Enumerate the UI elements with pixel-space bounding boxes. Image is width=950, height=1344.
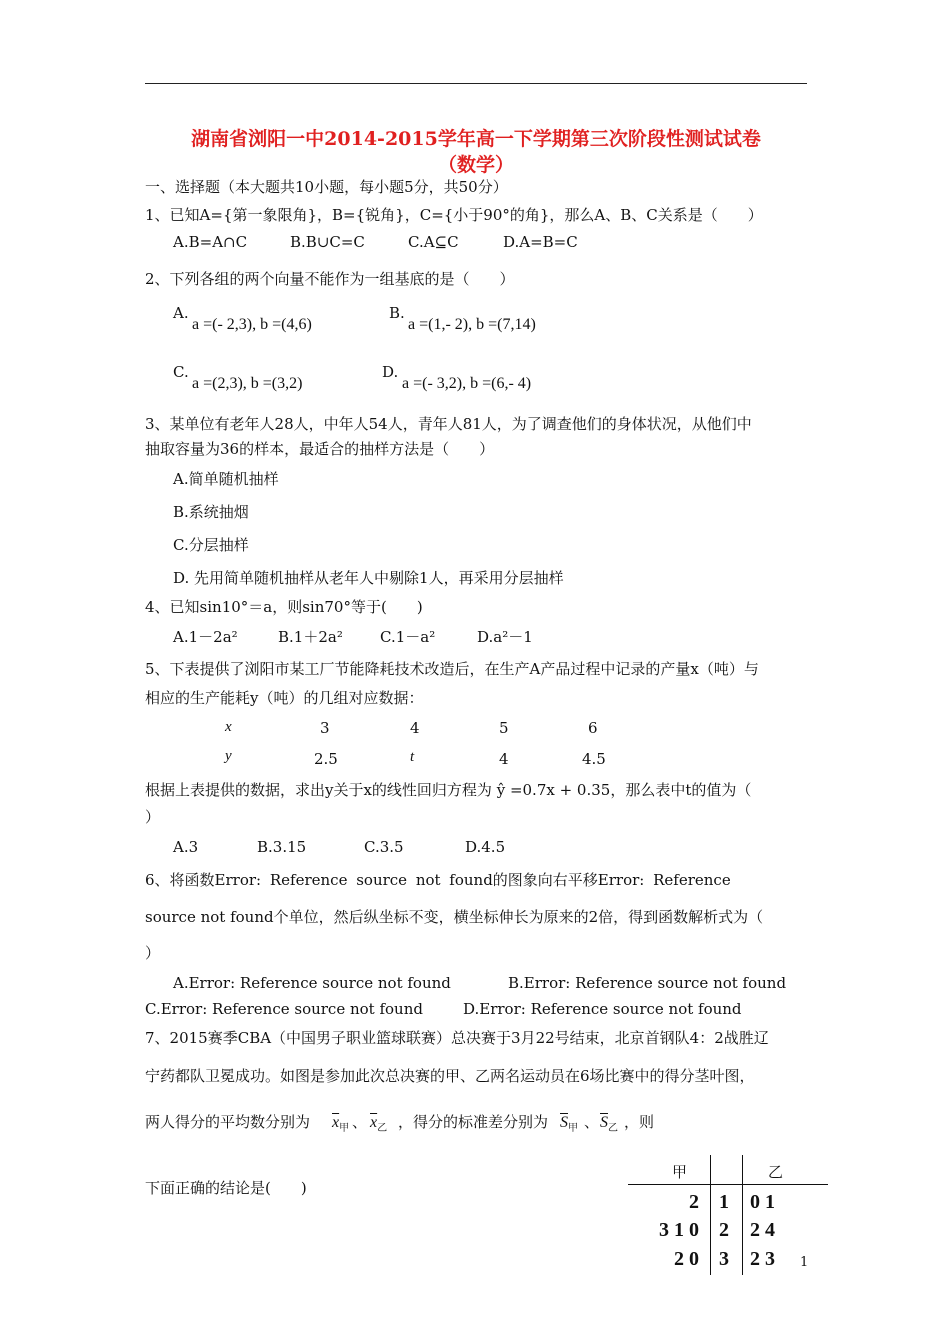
leaf-jia-row1: 2 xyxy=(689,1191,704,1213)
q3-option-d: D. 先用简单随机抽样从老年人中剔除1人，再采用分层抽样 xyxy=(173,569,564,587)
q6-option-b: B.Error: Reference source not found xyxy=(508,974,787,992)
q5-stem-line3: 根据上表提供的数据，求出y关于x的线性回归方程为 ŷ =0.7x + 0.35，那么表中t的值为（ xyxy=(145,781,752,799)
stem-leaf-divider-right xyxy=(742,1155,743,1275)
q2-label-a: A. xyxy=(173,304,189,322)
leaf-jia-row3: 20 xyxy=(674,1248,704,1270)
q7-stem-line3-e: ，则 xyxy=(624,1113,655,1131)
exam-title: 湖南省浏阳一中2014-2015学年高一下学期第三次阶段性测试试卷 xyxy=(191,128,761,150)
q4-option-c: C.1－a² xyxy=(380,628,436,646)
q4-option-a: A.1－2a² xyxy=(173,628,238,646)
q3-stem-line2: 抽取容量为36的样本，最适合的抽样方法是（ ） xyxy=(145,440,495,458)
q2-option-a: a =(- 2,3), b =(4,6) xyxy=(192,316,312,333)
table-x-3: 5 xyxy=(499,719,509,737)
mean-jia-sub: 甲 xyxy=(339,1123,350,1134)
leaf-yi-row3: 23 xyxy=(750,1248,780,1270)
q7-stem-line3-a: 两人得分的平均数分别为 xyxy=(145,1113,311,1131)
q5-option-b: B.3.15 xyxy=(257,838,307,856)
sd-yi-symbol xyxy=(600,1112,618,1139)
mean-yi-symbol xyxy=(370,1112,387,1139)
q2-option-d: a =(- 3,2), b =(6,- 4) xyxy=(402,375,532,392)
table-y-3: 4 xyxy=(499,750,509,768)
q7-stem-line3-c: ，得分的标准差分别为 xyxy=(398,1113,549,1131)
stem-row1: 1 xyxy=(719,1191,734,1213)
q1-stem: 1、已知A={第一象限角}，B={锐角}，C={小于90°的角}，那么A、B、C关系是（ ） xyxy=(145,206,763,224)
q4-option-b: B.1＋2a² xyxy=(278,628,343,646)
leaf-yi-row2: 24 xyxy=(750,1219,780,1241)
q2-label-b: B. xyxy=(389,304,405,322)
table-y-4: 4.5 xyxy=(582,750,606,768)
q7-stem-line3-d: 、 xyxy=(584,1113,600,1131)
q2-label-d: D. xyxy=(382,363,399,381)
q1-option-c: C.A⊆C xyxy=(408,233,459,251)
mean-jia-x: $\overline{x}$ xyxy=(332,1114,340,1131)
q3-option-c: C.分层抽样 xyxy=(173,536,249,554)
q6-option-c: C.Error: Reference source not found xyxy=(145,1000,423,1018)
q1-option-a: A.B=A∩C xyxy=(173,233,248,251)
q5-option-d: D.4.5 xyxy=(465,838,506,856)
leaf-yi-row1: 01 xyxy=(750,1191,780,1213)
q5-stem-line1: 5、下表提供了浏阳市某工厂节能降耗技术改造后，在生产A产品过程中记录的产量x（吨）与 xyxy=(145,660,759,678)
mean-yi-sub: 乙 xyxy=(377,1123,388,1134)
sd-jia-sub: 甲 xyxy=(568,1123,578,1134)
page-number: 1 xyxy=(800,1255,809,1270)
section-heading: 一、选择题（本大题共10小题，每小题5分，共50分） xyxy=(145,178,508,196)
q7-stem-line4: 下面正确的结论是( ) xyxy=(145,1179,307,1197)
q2-stem: 2、下列各组的两个向量不能作为一组基底的是（ ） xyxy=(145,270,515,288)
q6-stem-line2: source not found个单位，然后纵坐标不变，横坐标伸长为原来的2倍，得到函数解析式为（ xyxy=(145,908,764,926)
stem-leaf-divider-left xyxy=(710,1155,711,1275)
q5-stem-line2: 相应的生产能耗y（吨）的几组对应数据： xyxy=(145,689,424,707)
stem-row3: 3 xyxy=(719,1248,734,1270)
q4-option-d: D.a²－1 xyxy=(477,628,533,646)
mean-yi-x: $\overline{x}$ xyxy=(370,1114,378,1131)
sd-yi-sub: 乙 xyxy=(608,1123,618,1134)
q3-stem-line1: 3、某单位有老年人28人，中年人54人，青年人81人，为了调查他们的身体状况，从他们中 xyxy=(145,415,752,433)
q6-stem-line1: 6、将函数Error: Reference source not found的图象向右平移Error: Reference xyxy=(145,871,731,889)
sd-jia-s: $\overline{S}$ xyxy=(560,1114,568,1131)
exam-subject: （数学） xyxy=(437,154,514,176)
header-rule xyxy=(145,83,807,84)
q3-option-a: A.简单随机抽样 xyxy=(173,470,279,488)
q2-label-c: C. xyxy=(173,363,189,381)
q5-option-a: A.3 xyxy=(173,838,199,856)
table-x-2: 4 xyxy=(410,719,420,737)
sd-yi-s: $\overline{S}$ xyxy=(600,1114,608,1131)
q7-stem-line2: 宁药都队卫冕成功。如图是参加此次总决赛的甲、乙两名运动员在6场比赛中的得分茎叶图， xyxy=(145,1067,755,1085)
stem-leaf-head-jia: 甲 xyxy=(672,1163,688,1181)
q2-option-c: a =(2,3), b =(3,2) xyxy=(192,375,303,392)
stem-leaf-header-rule xyxy=(628,1184,828,1185)
q3-option-b: B.系统抽烟 xyxy=(173,503,249,521)
leaf-jia-row2: 310 xyxy=(659,1219,704,1241)
table-x-label: x xyxy=(225,719,232,735)
q6-option-d: D.Error: Reference source not found xyxy=(463,1000,742,1018)
q6-stem-line3: ） xyxy=(145,944,161,962)
q1-option-b: B.B∪C=C xyxy=(290,233,365,251)
q6-option-a: A.Error: Reference source not found xyxy=(173,974,451,992)
q4-stem: 4、已知sin10°＝a，则sin70°等于( ) xyxy=(145,598,423,616)
q2-option-b: a =(1,- 2), b =(7,14) xyxy=(408,316,536,333)
table-x-4: 6 xyxy=(588,719,598,737)
q7-stem-line3-b: 、 xyxy=(352,1113,368,1131)
sd-jia-symbol xyxy=(560,1112,578,1139)
mean-jia-symbol xyxy=(332,1112,349,1139)
table-x-1: 3 xyxy=(320,719,330,737)
table-y-label: y xyxy=(225,748,232,764)
stem-leaf-plot xyxy=(628,1155,828,1275)
q5-stem-line4: ） xyxy=(145,808,161,826)
table-y-2: t xyxy=(410,749,415,765)
q5-option-c: C.3.5 xyxy=(364,838,404,856)
stem-row2: 2 xyxy=(719,1219,734,1241)
q7-stem-line1: 7、2015赛季CBA（中国男子职业篮球联赛）总决赛于3月22号结束，北京首钢队4：2战胜辽 xyxy=(145,1029,769,1047)
q1-option-d: D.A=B=C xyxy=(503,233,578,251)
stem-leaf-head-yi: 乙 xyxy=(768,1163,784,1181)
table-y-1: 2.5 xyxy=(314,750,338,768)
